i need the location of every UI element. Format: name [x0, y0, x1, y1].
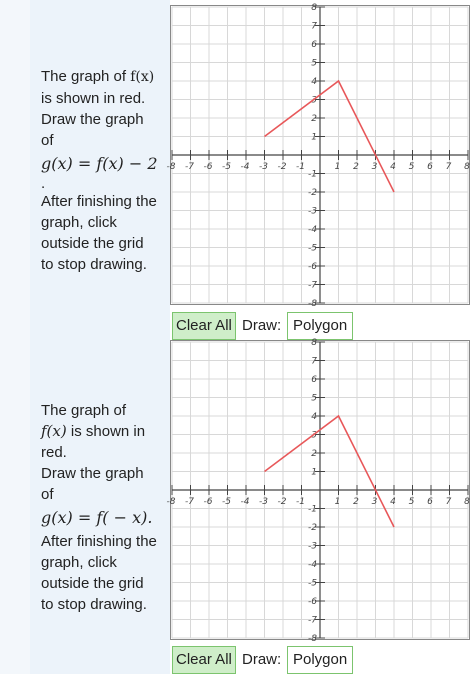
function-name: f(x) — [130, 69, 155, 85]
y-tick-label: 2 — [311, 114, 317, 124]
function-name: f(x) — [41, 422, 67, 440]
left-gutter — [0, 0, 30, 674]
y-tick-label: 7 — [311, 21, 317, 32]
y-tick-label: -1 — [308, 169, 317, 180]
target-function: g(x) = f(x) − 2 — [41, 154, 158, 173]
y-tick-label: -7 — [308, 615, 317, 626]
prompt-line: of — [41, 486, 54, 503]
question-2-prompt — [41, 400, 171, 615]
x-tick-label: 4 — [390, 162, 396, 172]
y-tick-label: -7 — [308, 280, 317, 291]
x-tick-label: -2 — [277, 162, 287, 172]
x-tick-label: -5 — [222, 497, 231, 507]
y-tick-label: -3 — [308, 541, 317, 552]
y-tick-label: 5 — [311, 393, 317, 404]
y-tick-label: 6 — [311, 375, 317, 385]
y-tick-label: -5 — [308, 578, 317, 589]
prompt-line: graph, click — [41, 554, 117, 571]
target-function: g(x) = f( − x). — [41, 508, 153, 527]
draw-label: Draw: — [242, 651, 282, 668]
x-tick-label: 6 — [427, 497, 433, 507]
x-tick-label: 5 — [408, 497, 415, 507]
coordinate-plane[interactable] — [166, 3, 470, 309]
y-tick-label: 2 — [311, 449, 317, 459]
question-1-prompt — [41, 66, 171, 275]
x-tick-label: 7 — [445, 497, 452, 507]
y-tick-label: 7 — [311, 356, 317, 367]
x-tick-label: -2 — [277, 497, 287, 507]
y-tick-label: -2 — [308, 188, 317, 198]
x-tick-label: -1 — [296, 162, 305, 172]
prompt-line: The graph of — [41, 402, 127, 419]
y-tick-label: 4 — [311, 77, 317, 87]
prompt-line — [41, 421, 171, 442]
prompt-text: The graph of — [41, 68, 131, 85]
y-tick-label: 8 — [311, 338, 317, 348]
prompt-line: of — [41, 132, 54, 149]
prompt-line: is shown in red. — [41, 90, 146, 107]
y-tick-label: -1 — [308, 504, 317, 515]
x-tick-label: 8 — [464, 497, 470, 507]
prompt-line: graph, click — [41, 214, 117, 231]
x-tick-label: -4 — [240, 162, 250, 172]
x-tick-label: 5 — [408, 162, 415, 172]
prompt-line: to stop drawing. — [41, 256, 147, 273]
graph-grid-2[interactable] — [166, 338, 470, 644]
x-tick-label: -5 — [222, 162, 231, 172]
x-tick-label: 1 — [334, 162, 341, 172]
y-tick-label: 3 — [311, 95, 317, 106]
y-tick-label: 5 — [311, 58, 317, 69]
y-tick-label: 3 — [311, 430, 317, 441]
x-tick-label: 4 — [390, 497, 396, 507]
x-tick-label: 1 — [334, 497, 341, 507]
graph-grid-1[interactable] — [166, 3, 470, 309]
x-tick-label: -7 — [185, 162, 194, 172]
x-tick-label: 8 — [464, 162, 470, 172]
prompt-line: outside the grid — [41, 235, 144, 252]
x-tick-label: -6 — [203, 497, 213, 507]
prompt-line: . — [41, 175, 46, 192]
y-tick-label: 1 — [311, 132, 317, 143]
y-tick-label: -3 — [308, 206, 317, 217]
prompt-line: outside the grid — [41, 575, 144, 592]
x-tick-label: 3 — [371, 162, 378, 172]
x-tick-label: 7 — [445, 162, 452, 172]
clear-all-button[interactable]: Clear All — [172, 312, 236, 340]
y-tick-label: -8 — [308, 299, 317, 309]
y-tick-label: -6 — [308, 597, 317, 607]
y-tick-label: -8 — [308, 634, 317, 644]
y-tick-label: -4 — [308, 225, 317, 235]
x-tick-label: -1 — [296, 497, 305, 507]
x-tick-label: 2 — [353, 162, 359, 172]
y-tick-label: 4 — [311, 412, 317, 422]
polygon-tool-button[interactable]: Polygon — [287, 312, 353, 340]
x-tick-label: -4 — [240, 497, 250, 507]
prompt-line: to stop drawing. — [41, 596, 147, 613]
y-tick-label: 6 — [311, 40, 317, 50]
y-tick-label: -6 — [308, 262, 317, 272]
prompt-line: After finishing the — [41, 193, 157, 210]
x-tick-label: -7 — [185, 497, 194, 507]
y-tick-label: -4 — [308, 560, 317, 570]
x-tick-label: -6 — [203, 162, 213, 172]
prompt-text: is shown in — [66, 423, 146, 440]
prompt-line — [41, 66, 171, 88]
y-tick-label: 1 — [311, 467, 317, 478]
x-tick-label: -3 — [259, 162, 268, 172]
clear-all-button[interactable]: Clear All — [172, 646, 236, 674]
y-tick-label: 8 — [311, 3, 317, 13]
draw-label: Draw: — [242, 317, 282, 334]
coordinate-plane[interactable] — [166, 338, 470, 644]
x-tick-label: 6 — [427, 162, 433, 172]
prompt-line: Draw the graph — [41, 465, 144, 482]
y-tick-label: -5 — [308, 243, 317, 254]
polygon-tool-button[interactable]: Polygon — [287, 646, 353, 674]
x-tick-label: 2 — [353, 497, 359, 507]
prompt-line: After finishing the — [41, 533, 157, 550]
x-tick-label: 3 — [371, 497, 378, 507]
y-tick-label: -2 — [308, 523, 317, 533]
prompt-line: red. — [41, 444, 67, 461]
x-tick-label: -3 — [259, 497, 268, 507]
x-tick-label: -8 — [166, 497, 176, 507]
x-tick-label: -8 — [166, 162, 176, 172]
prompt-line: Draw the graph — [41, 111, 144, 128]
